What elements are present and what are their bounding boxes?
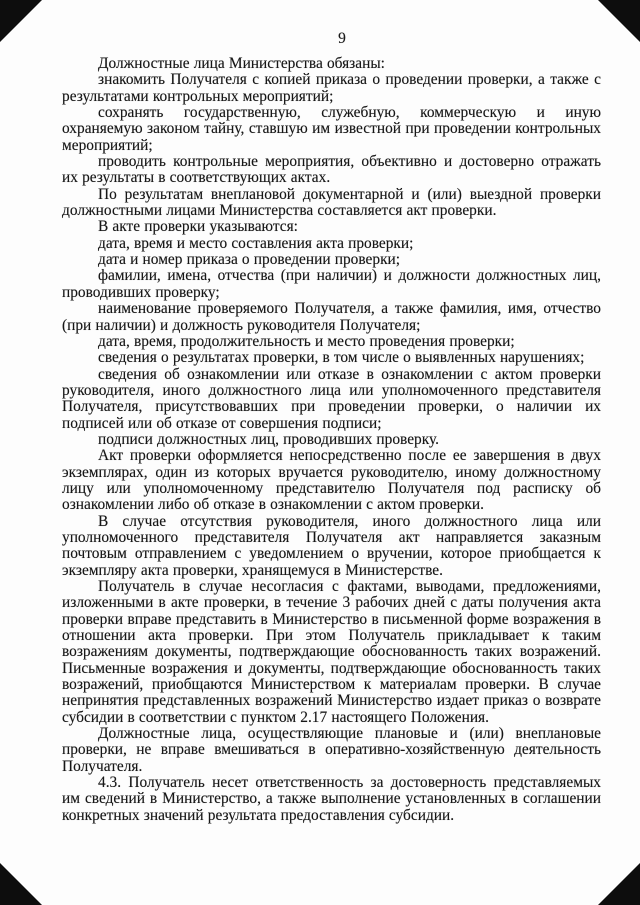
list-item-paragraph: фамилии, имена, отчества (при наличии) и должности должностных лиц, проводивших проверку; [62, 267, 601, 301]
paragraph: В случае отсутствия руководителя, иного должностного лица или уполномоченного представителя Получателя акт направляется заказным почтовым отправлением с уведомлением о вручении, которое приобщается к экземпляру акта проверки, хранящемуся в Министерстве. [62, 512, 601, 579]
list-item-paragraph: наименование проверяемого Получателя, а также фамилия, имя, отчество (при наличии) и должность руководителя Получателя; [62, 300, 601, 334]
paragraph: сохранять государственную, служебную, коммерческую и иную охраняемую законом тайну, ставшую им известной при проведении контрольных мероприятий; [62, 104, 601, 154]
paragraph: знакомить Получателя с копией приказа о проведении проверки, а также с результатами контрольных мероприятий; [62, 71, 601, 105]
list-item-paragraph: сведения об ознакомлении или отказе в ознакомлении с актом проверки руководителя, иного должностного лица или уполномоченного представителя Получателя, присутствовавших при проведении проверки, о наличии их подписей или об отказе от совершения подписи; [62, 365, 601, 432]
paragraph: Получатель в случае несогласия с фактами, выводами, предложениями, изложенными в акте проверки, в течение 3 рабочих дней с даты получения акта проверки вправе представить в Министерство в письменной форме возражения в отношении акта проверки. При этом Получатель прикладывает к таким возражениям документы, подтверждающие обоснованность таких возражений. Письменные возражения и документы, подтверждающие обоснованность таких возражений, приобщаются Министерством к материалам проверки. В случае непринятия представленных возражений Министерство издает приказ о возврате субсидии в соответствии с пунктом 2.17 настоящего Положения. [62, 578, 601, 726]
paragraph: В акте проверки указываются: [98, 218, 298, 236]
list-item-paragraph: подписи должностных лиц, проводивших проверку. [98, 430, 440, 448]
scan-corner-artifact-bottom-right [598, 863, 640, 905]
paragraph: Должностные лица Министерства обязаны: [98, 55, 385, 72]
list-item-paragraph: дата, время и место составления акта проверки; [98, 234, 414, 252]
list-item-paragraph: дата и номер приказа о проведении проверки; [98, 251, 401, 269]
scan-corner-artifact-bottom-left [0, 863, 42, 905]
document-page-body [62, 56, 601, 824]
paragraph: Должностные лица, осуществляющие плановые и (или) внеплановые проверки, не вправе вмешиваться в оперативно-хозяйственную деятельность Получателя. [62, 725, 601, 775]
list-item-paragraph: сведения о результатах проверки, в том числе о выявленных нарушениях; [98, 349, 585, 367]
list-item-paragraph: дата, время, продолжительность и место проведения проверки; [98, 332, 515, 350]
paragraph: Акт проверки оформляется непосредственно после ее завершения в двух экземплярах, один из которых вручается руководителю, иному должностному лицу или уполномоченному представителю Получателя под расписку об ознакомлении либо об отказе в ознакомлении с актом проверки. [62, 447, 601, 514]
scan-corner-artifact-top-left [0, 0, 42, 42]
page-number: 9 [338, 30, 346, 47]
paragraph: 4.3. Получатель несет ответственность за достоверность представляемых им сведений в Министерство, а также выполнение установленных в соглашении конкретных значений результата предоставления субсидии. [62, 774, 601, 824]
paragraph: По результатам внеплановой документарной и (или) выездной проверки должностными лицами Министерства составляется акт проверки. [62, 185, 601, 220]
paragraph: проводить контрольные мероприятия, объективно и достоверно отражать их результаты в соответствующих актах. [62, 153, 601, 187]
